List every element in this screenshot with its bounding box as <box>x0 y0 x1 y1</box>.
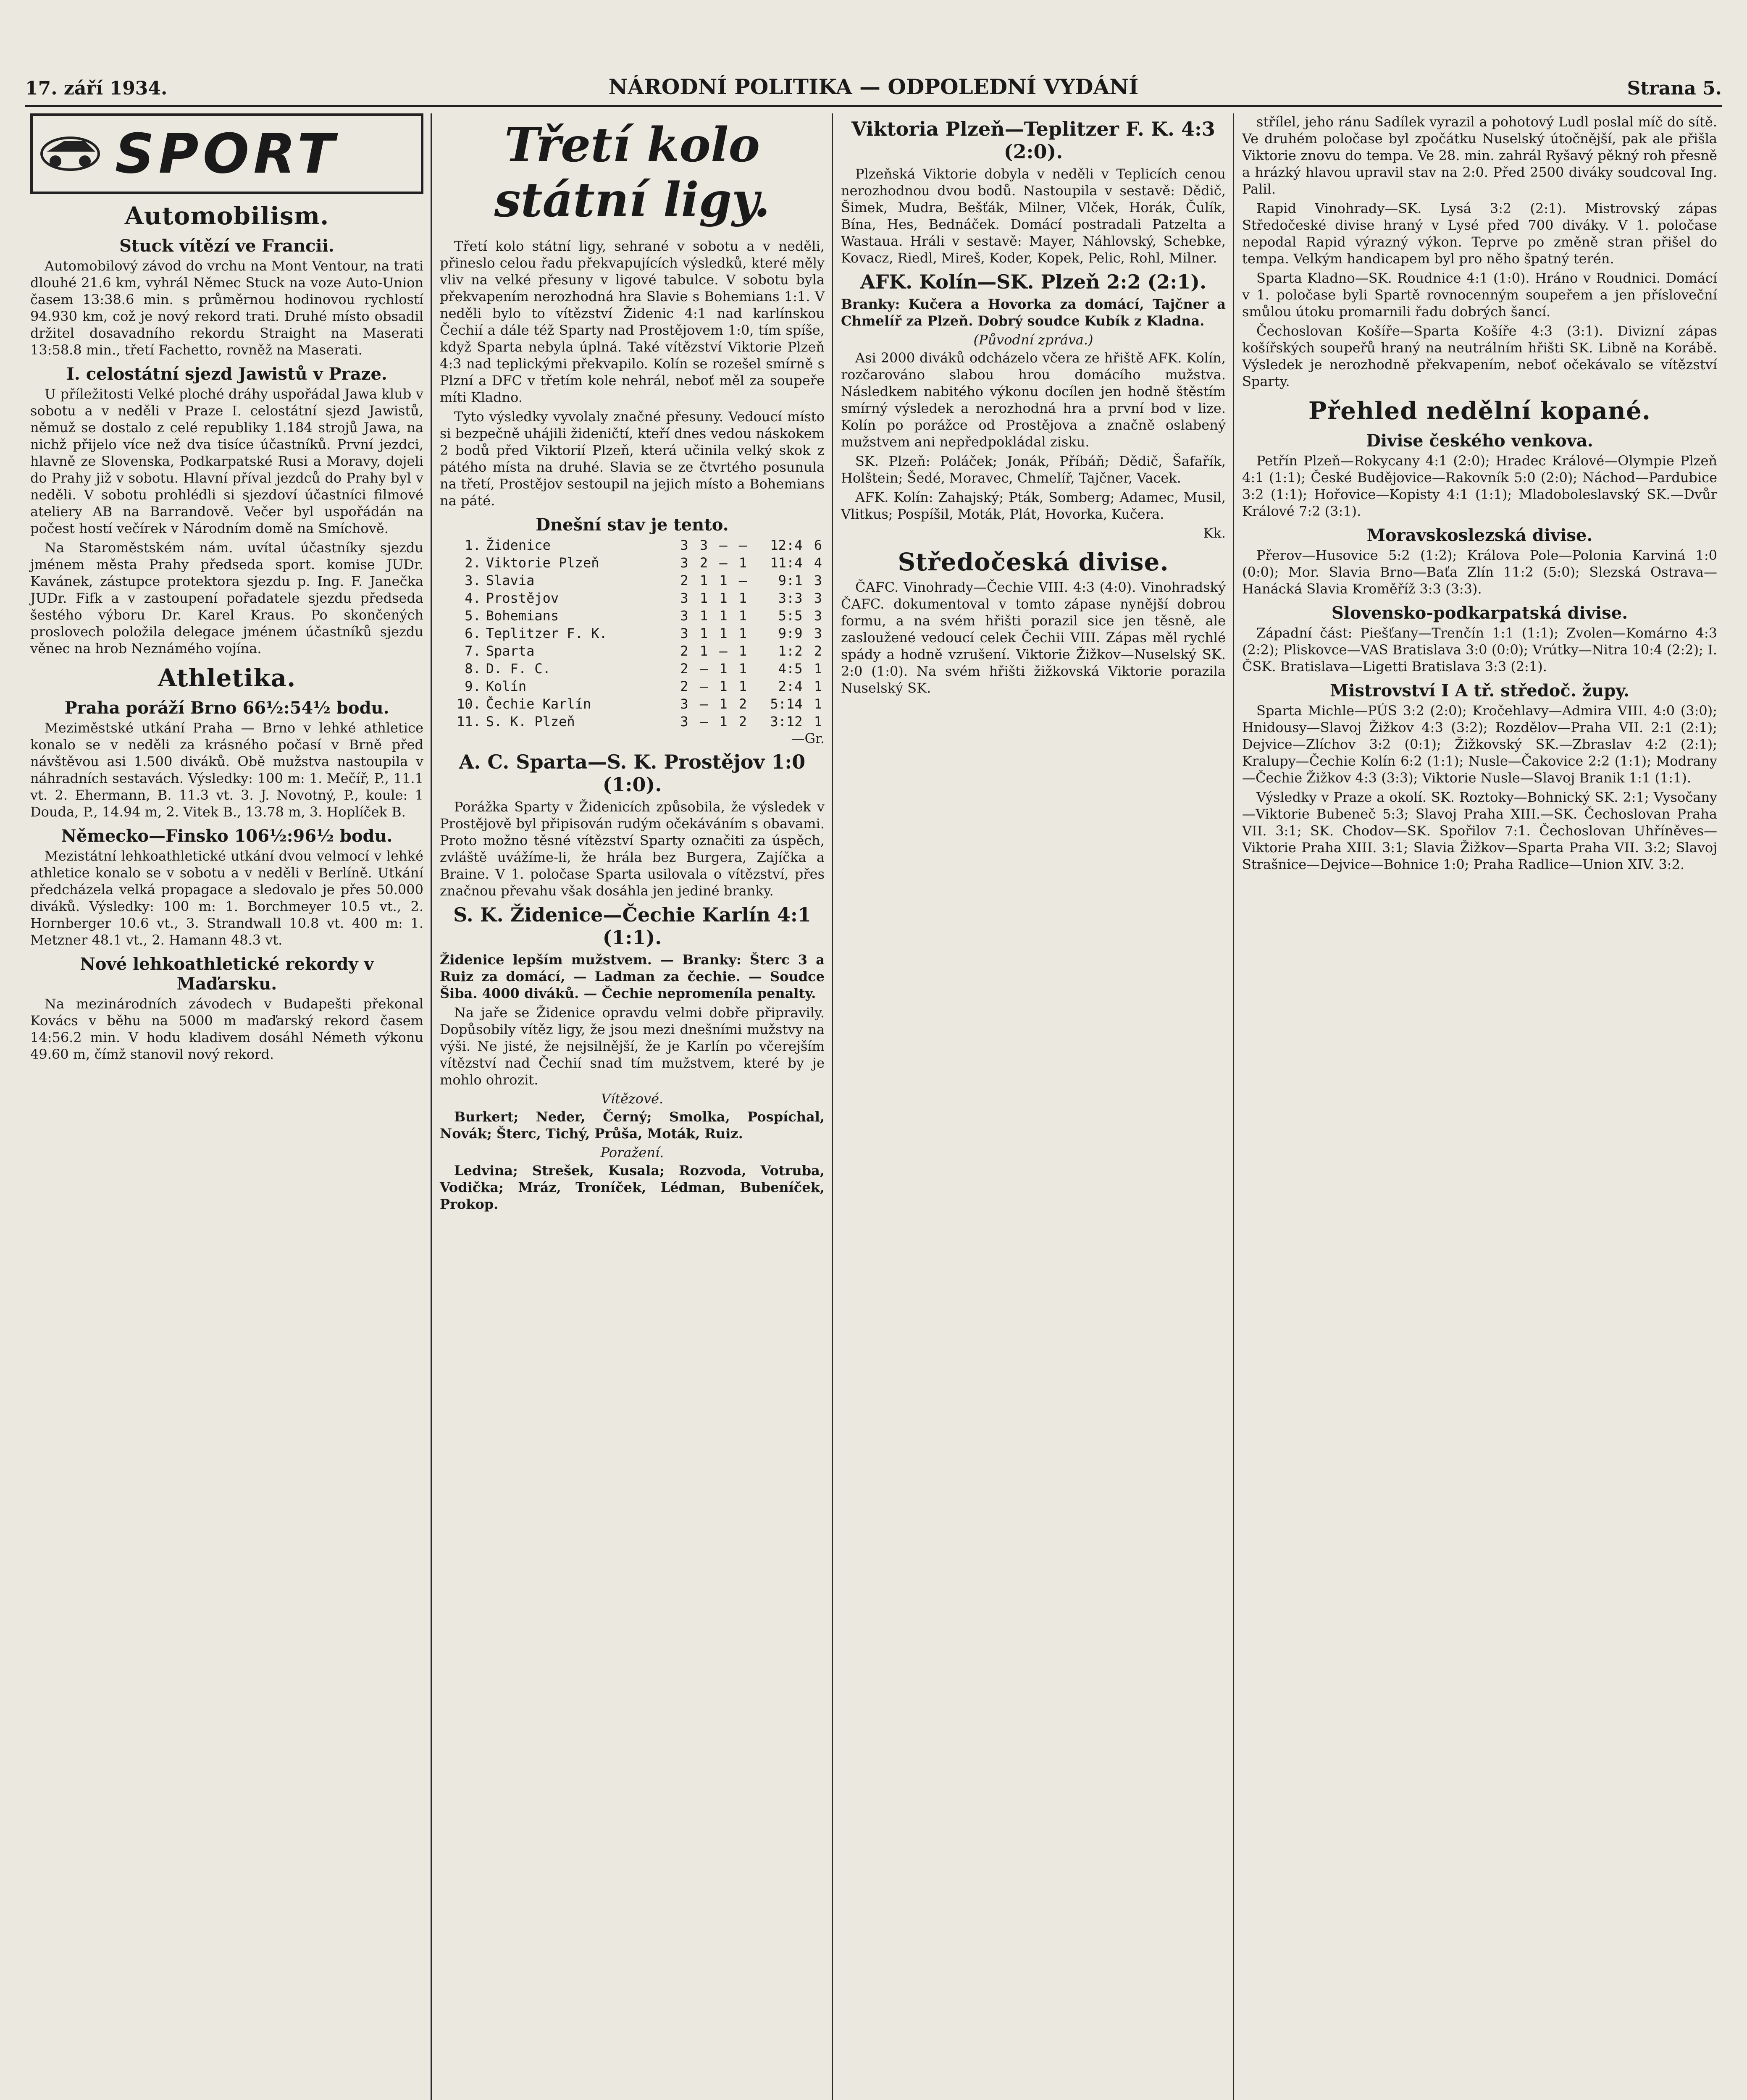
standings-cell: — <box>719 555 728 571</box>
standings-cell: 8. <box>465 661 481 677</box>
standings-cell: 11:4 <box>770 555 803 571</box>
standings-cell: 12:4 <box>770 537 803 553</box>
results-slovensko: Západní část: Piešťany—Trenčín 1:1 (1:1); Zvolen—Komárno 4:3 (2:2); Pliskovce—VAS Bratislava 3:0 (0:0); Vrútky—Nitra 10:4 (2:2); I. ČSK. Bratislava—Ligetti Bratislava 3:3 (2:1). <box>1242 625 1717 675</box>
standings-row <box>440 677 825 695</box>
standings-cell: 1 <box>699 572 708 588</box>
column-4 <box>1237 113 1722 2100</box>
standings-cell: 1 <box>738 608 747 624</box>
label-vitezove: Vítězové. <box>601 1091 664 1107</box>
standings-cell: 1 <box>738 555 747 571</box>
article-madarsko: Na mezinárodních závodech v Budapešti překonal Kovács v běhu na 5000 m maďarský rekord časem 14:56.2 min. V hodu kladivem dosáhl Németh výkonu 49.60 m, čímž stanovil nový rekord. <box>30 996 423 1062</box>
headline-stuck: Stuck vítězí ve Francii. <box>119 236 334 256</box>
standings-row <box>440 554 825 572</box>
standings-row <box>440 607 825 625</box>
standings-cell: 1 <box>814 714 822 730</box>
standings-cell: Viktorie Plzeň <box>486 555 599 571</box>
standings-cell: 1 <box>719 590 728 606</box>
article-praha-brno: Meziměstské utkání Praha — Brno v lehké athletice konalo se v neděli za krásného počasí v Brně před návštěvou asi 1.500 diváků. Obě mužstva nastoupila v náhradních sestavách. Výsledky: 100 m: 1. Mečíř, P., 11.1 vt. 2. Ehermann, B. 11.3 vt. 3. J. Novotný, P., koule: 1 Douda, P., 14.94 m, 2. Vitek B., 13.78 m, 3. Hoplíček B. <box>30 720 423 820</box>
headline-sparta-prostejov: A. C. Sparta—S. K. Prostějov 1:0 (1:0). <box>459 751 806 796</box>
standings-cell: 1 <box>719 661 728 677</box>
headline-prehled: Přehled nedělní kopané. <box>1308 396 1651 425</box>
standings-cell: 2 <box>680 661 688 677</box>
standings-cell: 3 <box>680 625 688 641</box>
standings-cell: 1:2 <box>778 643 803 659</box>
results-moravska: Přerov—Husovice 5:2 (1:2); Králova Pole—Polonia Karviná 1:0 (0:0); Mor. Slavia Brno—Baťa Zlín 11:2 (5:0); Slezská Ostrava—Hanácká Slavia Kroměříž 3:3 (3:3). <box>1242 547 1717 597</box>
standings-cell: 3 <box>814 590 822 606</box>
standings-cell: 5:14 <box>770 696 803 712</box>
standings-cell: 1 <box>738 678 747 694</box>
kolin-sign: Kk. <box>1203 525 1226 541</box>
section-athletics: Athletika. <box>158 664 296 692</box>
standings-cell: 1 <box>814 661 822 677</box>
standings-cell: 1 <box>719 714 728 730</box>
column-divider <box>431 113 432 2100</box>
standings-sign: —Gr. <box>791 730 825 746</box>
results-praha: Výsledky v Praze a okolí. SK. Roztoky—Bohnický SK. 2:1; Vysočany—Viktorie Bubeneč 5:3; Slavoj Praha XIII.—SK. Čechoslovan Praha VII. 3:1; SK. Chodov—SK. Spořilov 7:1. Čechoslovan Uhříněves—Viktorie Praha XIII. 3:1; Slavia Žižkov—Sparta Praha VII. 3:2; Slavoj Strašnice—Dejvice—Bohnice 1:0; Praha Radlice—Union XIV. 3:2. <box>1242 789 1717 872</box>
standings-cell: 1 <box>699 625 708 641</box>
standings-cell: 1 <box>814 678 822 694</box>
standings-cell: 2 <box>738 696 747 712</box>
article-sparta-kladno: Sparta Kladno—SK. Roudnice 4:1 (1:0). Hráno v Roudnici. Domácí v 1. poločase byli Spartě rovnocenným soupeřem a jen přísloveční smůlou útoku promarnili řadu dobrých šancí. <box>1242 270 1717 320</box>
standings-cell: 2 <box>680 643 688 659</box>
column-3 <box>836 113 1231 2100</box>
standings-cell: Bohemians <box>486 608 559 624</box>
article-cechoslovan: Čechoslovan Košíře—Sparta Košíře 4:3 (3:1). Divizní zápas košířských soupeřů hraný na neutrálním hřišti SK. Libně na Korábě. Výsledek je nerozhodně překvapením, neboť očekávalo se vítězství Sparty. <box>1242 323 1717 389</box>
standings-cell: 11. <box>456 714 481 730</box>
standings-row <box>440 642 825 660</box>
column-2 <box>435 113 830 2100</box>
column-divider <box>832 113 833 2100</box>
standings-cell: 6 <box>814 537 822 553</box>
standings-cell: Čechie Karlín <box>486 696 591 712</box>
standings-cell: 3 <box>814 572 822 588</box>
standings-cell: 3 <box>680 608 688 624</box>
subhead-zidenice: Židenice lepším mužstvem. — Branky: Šterc 3 a Ruiz za domácí, — Ladman za čechie. — Soudce Šiba. 4000 diváků. — Čechie nepromeníla penalty. <box>440 952 825 1001</box>
standings-cell: 2 <box>699 555 708 571</box>
standings-title: Dnešní stav je tento. <box>536 515 729 535</box>
lineup-plzen: SK. Plzeň: Poláček; Jonák, Příbáň; Dědič, Šafařík, Holštein; Šedé, Moravec, Chmelíř, Tajčner, Vacek. <box>841 453 1226 486</box>
standings-cell: 1 <box>719 608 728 624</box>
standings-cell: Teplitzer F. K. <box>486 625 607 641</box>
standings-cell: — <box>699 661 708 677</box>
standings-cell: — <box>719 537 728 553</box>
headline-kolin-plzen: AFK. Kolín—SK. Plzeň 2:2 (2:1). <box>860 270 1207 293</box>
lineup-vitezove: Burkert; Neder, Černý; Smolka, Pospíchal, Novák; Šterc, Tichý, Průša, Moták, Ruiz. <box>440 1109 825 1142</box>
headline-zidenice-cechie: S. K. Židenice—Čechie Karlín 4:1 (1:1). <box>453 903 811 949</box>
standings-cell: — <box>699 696 708 712</box>
standings-cell: 4 <box>814 555 822 571</box>
standings-cell: 1 <box>719 572 728 588</box>
columns <box>25 113 1722 2100</box>
standings-cell: 4. <box>465 590 481 606</box>
headline-praha-brno: Praha poráží Brno 66½:54½ bodu. <box>64 698 389 718</box>
standings-cell: 9:1 <box>778 572 803 588</box>
subhead-kolin: Branky: Kučera a Hovorka za domácí, Tajčner a Chmelíř za Plzeň. Dobrý soudce Kubík z Kladna. <box>841 296 1226 329</box>
lineup-porazeni: Ledvina; Strešek, Kusala; Rozvoda, Votruba, Vodička; Mráz, Troníček, Lédman, Bubeníček, Prokop. <box>440 1163 825 1212</box>
standings-cell: 1 <box>738 625 747 641</box>
standings-cell: Kolín <box>486 678 527 694</box>
issue-date: 17. září 1934. <box>25 78 168 99</box>
headline-stredoceska: Středočeská divise. <box>898 548 1169 576</box>
standings-cell: 3 <box>680 714 688 730</box>
article-jawa: U příležitosti Velké ploché dráhy uspořádal Jawa klub v sobotu a v neděli v Praze I. celostátní sjezd Jawistů, němuž se dostalo z celé republiky 1.184 strojů Jawa, na nichž přijelo více než dva tisíce účastníků. První jezdci, hlavně ze Slovenska, Podkarpatské Rusi a Moravy, dojeli do Prahy již v sobotu. Hlavní příval jezdců do Prahy byl v neděli. V sobotu prohlédli si sjezdoví účastníci filmové ateliery AB na Barrandově. Večer byl uspořádán na počest hostí večírek v Národním domě na Smíchově. <box>30 386 423 536</box>
standings-cell: 2. <box>465 555 481 571</box>
column-divider <box>1233 113 1234 2100</box>
newspaper-title: NÁRODNÍ POLITIKA — ODPOLEDNÍ VYDÁNÍ <box>608 74 1139 99</box>
standings-cell: 2 <box>738 714 747 730</box>
standings-cell: 4:5 <box>778 661 803 677</box>
standings-cell: Slavia <box>486 572 535 588</box>
article-stuck: Automobilový závod do vrchu na Mont Ventour, na trati dlouhé 21.6 km, vyhrál Němec Stuck na voze Auto-Union časem 13:38.6 min. s průměrnou hodinovou rychlostí 94.930 km, což je nový rekord trati. Druhé místo obsadil držitel dosavadního rekordu Straight na Maserati 13:58.8 min., třetí Fachetto, rovněž na Maserati. <box>30 258 423 358</box>
article-rapid: Rapid Vinohrady—SK. Lysá 3:2 (2:1). Mistrovský zápas Středočeské divise hraný v Lysé před 700 diváky. V 1. poločase nepodal Rapid výrazný výkon. Teprve po změně stran přišel do tempa. Velkým handicapem byl pro něho špatný terén. <box>1242 200 1717 267</box>
standings-table <box>440 536 825 730</box>
standings-row <box>440 572 825 589</box>
standings-row <box>440 625 825 642</box>
standings-cell: 9:9 <box>778 625 803 641</box>
article-continued: střílel, jeho ránu Sadílek vyrazil a pohotový Ludl poslal míč do sítě. Ve druhém poločase byl zpočátku Nuselský útočnější, pak ale přišla Viktorie znovu do tempa. Ve 28. min. zahrál Ryšavý pěkný roh přesně a hrázký hlavou upravil stav na 2:0. Před 2500 diváky soudcoval Ing. Palil. <box>1242 114 1717 197</box>
standings-cell: 1 <box>699 643 708 659</box>
label-porazeni: Poražení. <box>600 1144 664 1160</box>
standings-cell: 2 <box>680 572 688 588</box>
standings-cell: 3:12 <box>770 714 803 730</box>
headline-jawa: I. celostátní sjezd Jawistů v Praze. <box>66 364 387 384</box>
standings-cell: 3 <box>680 555 688 571</box>
article-zidenice: Na jaře se Židenice opravdu velmi dobře připravily. Dopůsobily vítěz ligy, že jsou mezi dnešními mužstvy na výši. Ne jisté, že nejsilnější, že je Karlín po včerejším vítězství nad Čechií snad tím mužstvem, které by je mohlo ohrozit. <box>440 1005 825 1088</box>
lineup-kolin: AFK. Kolín: Zahajský; Pták, Somberg; Adamec, Musil, Vlitkus; Pospíšil, Moták, Plát, Hovorka, Kučera. <box>841 489 1226 522</box>
standings-cell: 1 <box>719 678 728 694</box>
standings-cell: 3 <box>680 537 688 553</box>
article-stredoceska: ČAFC. Vinohrady—Čechie VIII. 4:3 (4:0). Vinohradský ČAFC. dokumentoval v tomto zápase nynější dobrou formu, a na svém hřišti porazil sice jen těsně, ale zasloužené vedoucí celek Čechii VIII. Zápas měl rychlé spády a hodně vzrušení. Viktorie Žižkov—Nuselský SK. 2:0 (1:0). Na svém hřišti žižkovská Viktorie porazila Nuselský SK. <box>841 579 1226 696</box>
standings-cell: 1 <box>719 625 728 641</box>
standings-cell: 1 <box>738 661 747 677</box>
headline-madarsko: Nové lehkoathletické rekordy v Maďarsku. <box>80 954 374 994</box>
standings-cell: — <box>719 643 728 659</box>
standings-cell: 5. <box>465 608 481 624</box>
standings-cell: 1 <box>738 643 747 659</box>
sport-logo: SPORT <box>115 122 339 186</box>
results-divise-ceska: Petřín Plzeň—Rokycany 4:1 (2:0); Hradec Králové—Olympie Plzeň 4:1 (1:1); České Budějovice—Rakovník 5:0 (2:0); Náchod—Pardubice 3:2 (1:1); Hořovice—Kopisty 4:1 (1:1); Mladoboleslavský SK.—Dvůr Králové 7:2 (3:1). <box>1242 453 1717 519</box>
article-league-intro-2: Tyto výsledky vyvolaly značné přesuny. Vedoucí místo si bezpečně uhájili žideničtí, kteří dnes vedou náskokem 2 bodů před Viktorií Plzeň, která učinila velký skok z pátého místa na druhé. Slavia se ze čtvrtého posunula na třetí, Prostějov sestoupil na jejich místo a Bohemians na páté. <box>440 409 825 509</box>
standings-cell: Židenice <box>486 537 551 553</box>
page-header <box>25 63 1722 107</box>
standings-cell: 1 <box>814 696 822 712</box>
standings-cell: D. F. C. <box>486 661 551 677</box>
standings-cell: 1 <box>699 590 708 606</box>
standings-row <box>440 713 825 730</box>
article-viktoria-teplitzer: Plzeňská Viktorie dobyla v neděli v Teplicích cenou nerozhodnou dvou bodů. Nastoupila v sestavě: Dědič, Šimek, Mudra, Bešťák, Milner, Vlček, Horák, Čulík, Bína, Hes, Bednáček. Domácí postradali Patzelta a Wastaua. Hráli v sestavě: Mayer, Náhlovský, Schebke, Kovacz, Riedl, Mireš, Koder, Kopek, Pelic, Rohl, Milner. <box>841 166 1226 266</box>
standings-cell: 3. <box>465 572 481 588</box>
standings-cell: 2:4 <box>778 678 803 694</box>
standings-row <box>440 589 825 607</box>
standings-cell: 10. <box>456 696 481 712</box>
standings-cell: — <box>699 714 708 730</box>
standings-cell: — <box>738 537 747 553</box>
standings-cell: Prostějov <box>486 590 559 606</box>
column-1 <box>25 113 428 2100</box>
article-nemecko-finsko: Mezistátní lehkoathletické utkání dvou velmocí v lehké athletice konalo se v sobotu a v neděli v Berlíně. Utkání předcházela velká propagace a sledovalo je přes 50.000 diváků. Výsledky: 100 m: 1. Borchmeyer 10.5 vt., 2. Hornberger 10.6 vt., 3. Strandwall 10.8 vt. 400 m: 1. Metzner 48.1 vt., 2. Hamann 48.3 vt. <box>30 848 423 948</box>
standings-cell: 1. <box>465 537 481 553</box>
standings-cell: 9. <box>465 678 481 694</box>
standings-cell: 7. <box>465 643 481 659</box>
standings-row <box>440 660 825 677</box>
standings-cell: 1 <box>719 696 728 712</box>
league-title: Třetí kolo státní ligy. <box>494 118 770 228</box>
headline-moravska: Moravskoslezská divise. <box>1366 525 1593 545</box>
article-jawa-2: Na Staroměstském nám. uvítal účastníky sjezdu jménem města Prahy předseda sport. komise JUDr. Kavánek, zástupce protektora sjezdu p. Ing. F. Janečka JUDr. Fifk a v zastoupení pořadatele sjezdu předseda šestého výboru Dr. Karel Kraus. Po skončených proslovech položila delegace jménem účastníků sjezdu věnec na hrob Neznámého vojína. <box>30 540 423 656</box>
car-logo-icon <box>39 124 102 175</box>
headline-slovensko: Slovensko-podkarpatská divise. <box>1331 603 1628 623</box>
standings-cell: 3 <box>814 625 822 641</box>
headline-mistrovstvi: Mistrovství I A tř. středoč. župy. <box>1330 681 1629 701</box>
standings-row <box>440 695 825 713</box>
headline-viktoria-teplitzer: Viktoria Plzeň—Teplitzer F. K. 4:3 (2:0). <box>851 118 1215 163</box>
standings-cell: 2 <box>680 678 688 694</box>
article-sparta-prostejov: Porážka Sparty v Židenicích způsobila, že výsledek v Prostějově byl připisován rudým očekáváním s obavami. Proto možno těsné vítězství Sparty označiti za úspěch, zvláště uvážíme-li, že hrála bez Burgera, Zajíčka a Braine. V 1. poločase Sparta usilovala o vítězství, přes značnou převahu však dosáhla jen jediné branky. <box>440 799 825 899</box>
standings-cell: S. K. Plzeň <box>486 714 575 730</box>
article-league-intro: Třetí kolo státní ligy, sehrané v sobotu a v neděli, přineslo celou řadu překvapujících výsledků, které měly vliv na velké přesuny v ligové tabulce. V sobotu byla překvapením nerozhodná hra Slavie s Bohemians 1:1. V neděli bylo to vítězství Židenic 4:1 nad karlínskou Čechií a dále též Sparty nad Prostějovem 1:0, tím spíše, když Sparta nebyla úplná. Také vítězství Viktorie Plzeň 4:3 nad teplickými překvapilo. Kolín se rozešel smírně s Plzní a DFC v třetím kole nehrál, neboť měl za soupeře míti Kladno. <box>440 238 825 405</box>
article-kolin: Asi 2000 diváků odcházelo včera ze hřiště AFK. Kolín, rozčarováno slabou hrou domácího mužstva. Následkem nabitého výkonu docílen jen hodně štěstím smírný výsledek a nerozhodná hra a první bod v lize. Kolín po porážce od Prostějova a značně oslabený mužstvem ani nepředpokládal zisku. <box>841 350 1226 450</box>
results-mistrovstvi: Sparta Michle—PÚS 3:2 (2:0); Kročehlavy—Admira VIII. 4:0 (3:0); Hnidousy—Slavoj Žižkov 4:3 (3:2); Rozdělov—Praha VII. 2:1 (2:1); Dejvice—Zlíchov 3:2 (0:1); Žižkovský SK.—Zbraslav 4:2 (2:1); Kralupy—Čechie Kolín 6:2 (1:1); Nusle—Čakovice 2:2 (1:1); Modrany—Čechie Žižkov 4:3 (3:3); Viktorie Nusle—Slavoj Branik 1:1 (1:1). <box>1242 703 1717 786</box>
standings-cell: 6. <box>465 625 481 641</box>
standings-cell: 3 <box>680 590 688 606</box>
standings-cell: 1 <box>738 590 747 606</box>
standings-cell: 3 <box>680 696 688 712</box>
standings-cell: 2 <box>814 643 822 659</box>
headline-divise-ceska: Divise českého venkova. <box>1366 431 1593 451</box>
section-automobilism: Automobilism. <box>124 202 329 230</box>
standings-cell: 3:3 <box>778 590 803 606</box>
standings-row <box>440 536 825 554</box>
sport-banner <box>30 113 423 194</box>
standings-cell: Sparta <box>486 643 535 659</box>
standings-cell: 3 <box>814 608 822 624</box>
standings-cell: 3 <box>699 537 708 553</box>
headline-nemecko-finsko: Německo—Finsko 106½:96½ bodu. <box>61 826 393 846</box>
standings-cell: 5:5 <box>778 608 803 624</box>
standings-cell: — <box>699 678 708 694</box>
page-number: Strana 5. <box>1627 78 1722 99</box>
standings-cell: 1 <box>699 608 708 624</box>
standings-cell: — <box>738 572 747 588</box>
report-label: (Původní zpráva.) <box>973 332 1093 348</box>
